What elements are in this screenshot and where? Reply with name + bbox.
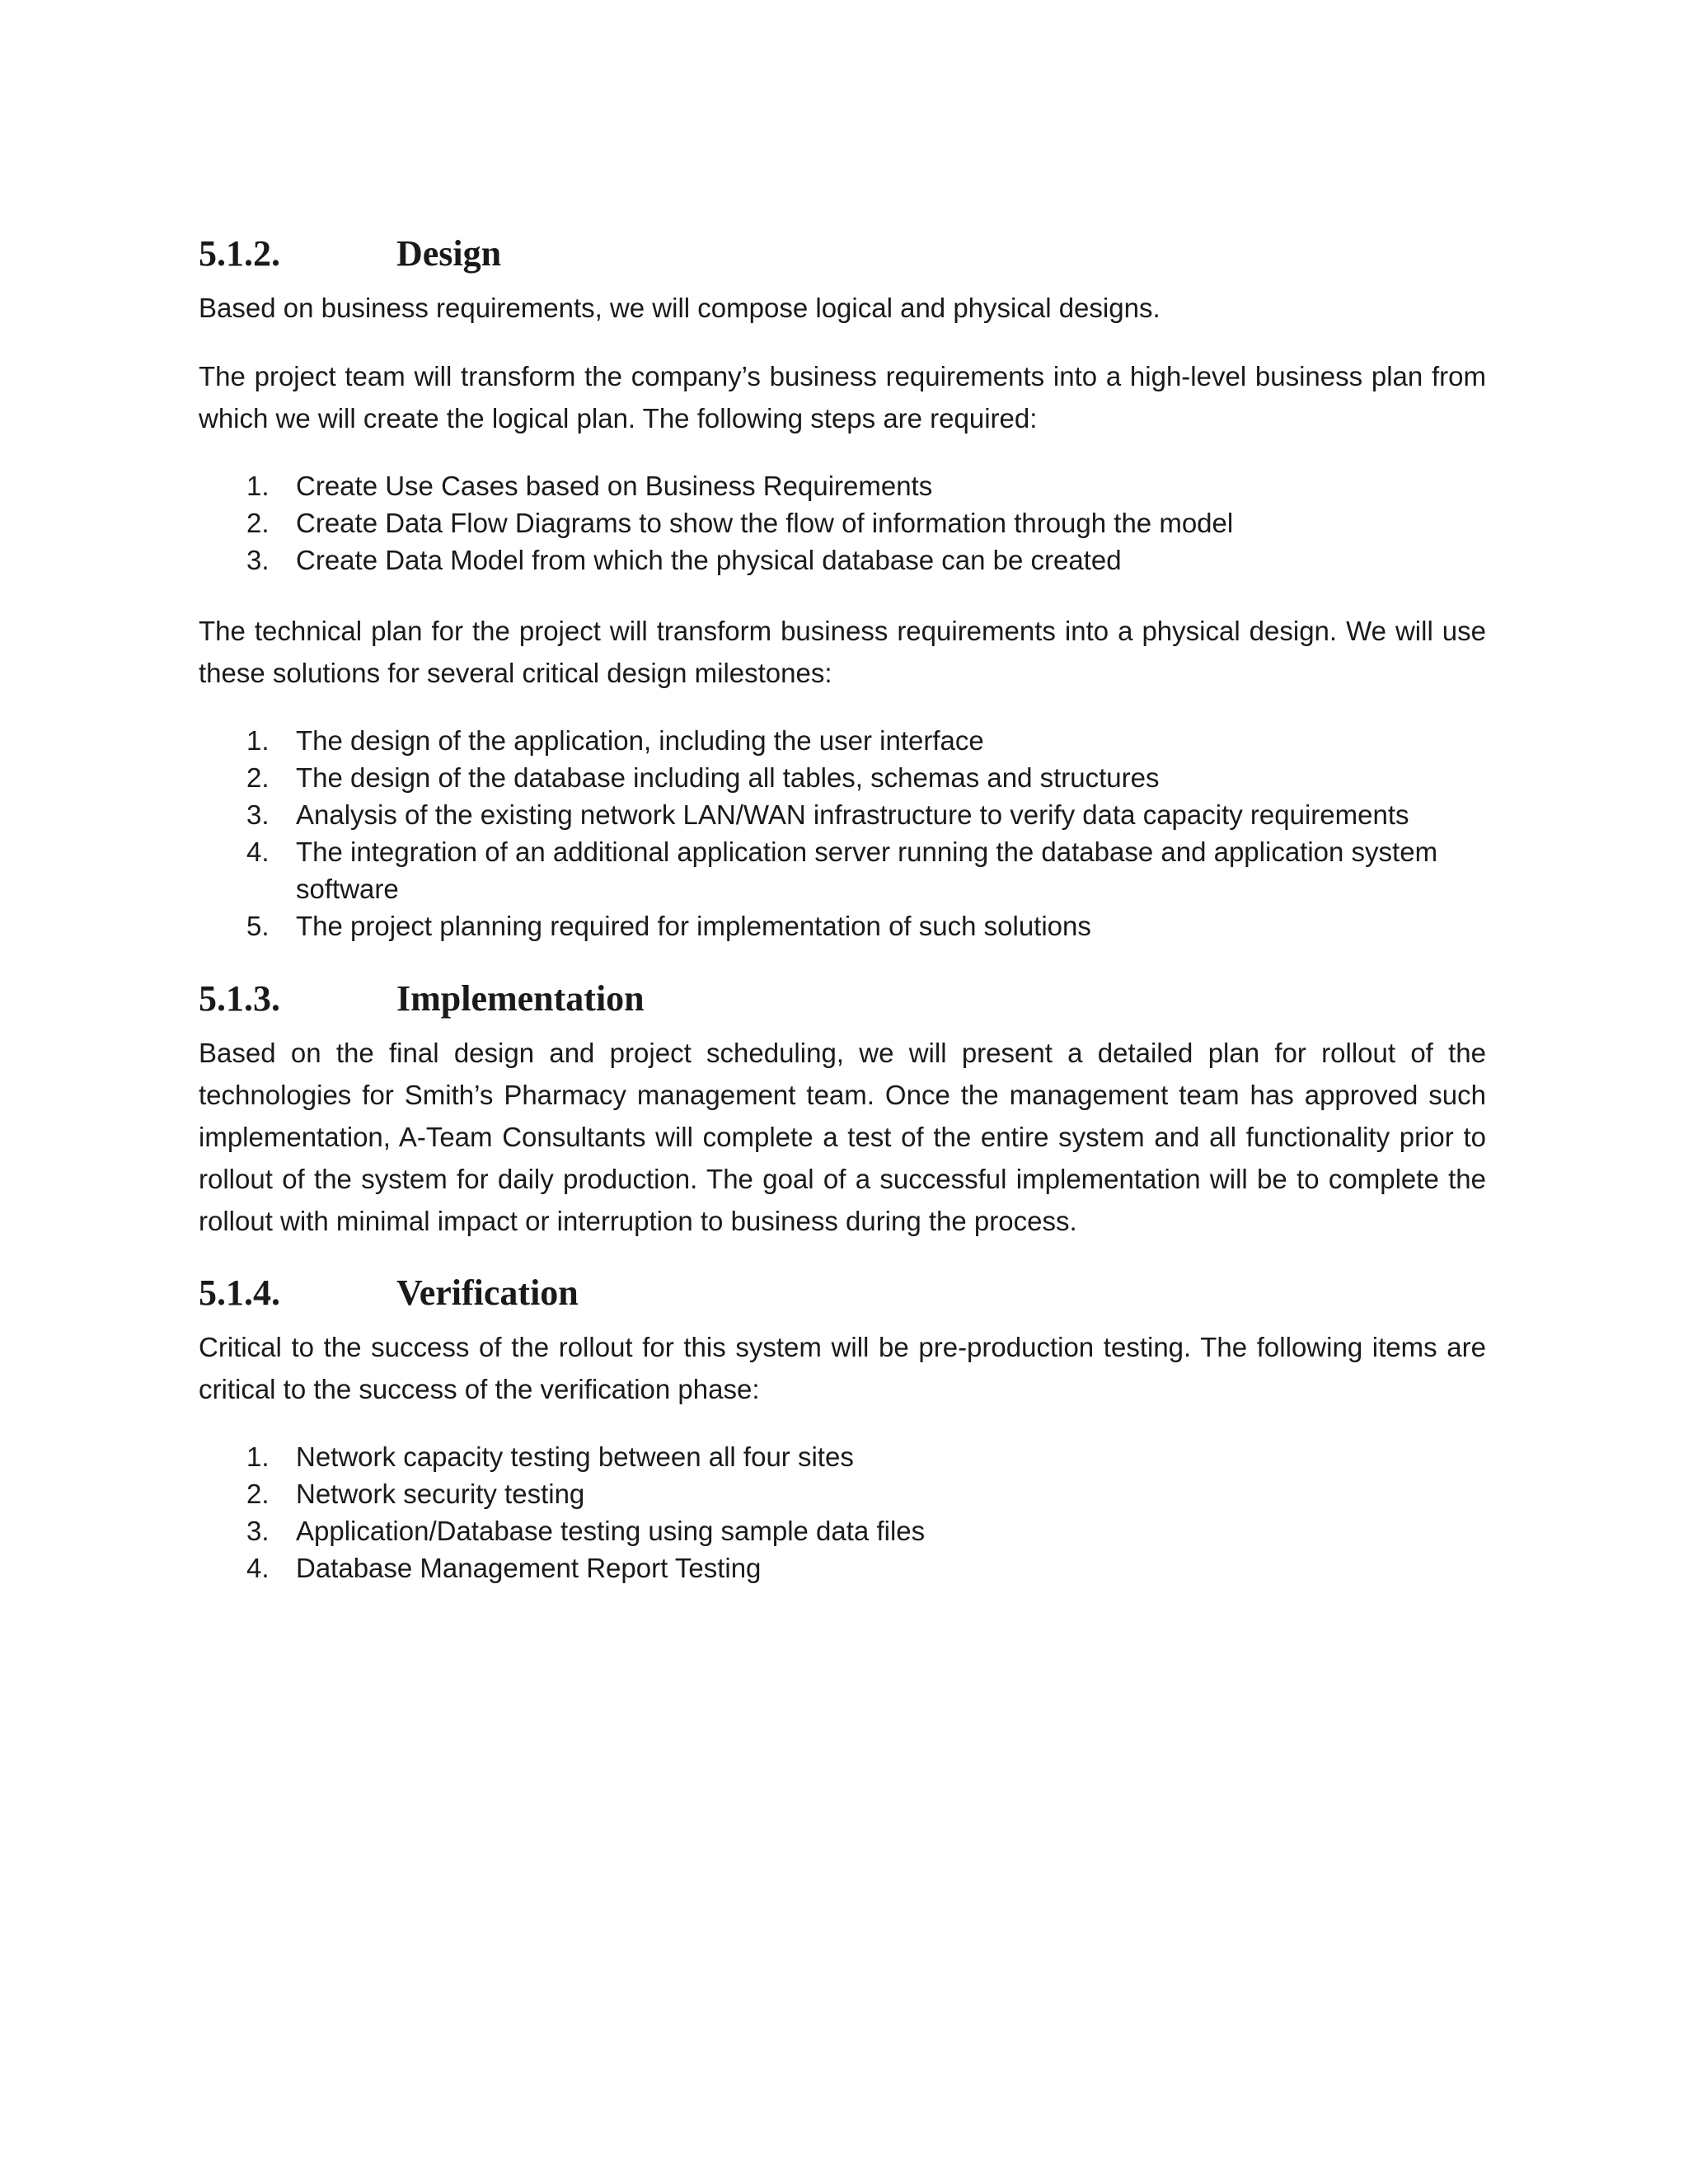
list-item [199, 504, 1486, 541]
list-item [199, 541, 1486, 579]
list-item [199, 1512, 1486, 1549]
list-number: 2. [246, 508, 270, 538]
section-heading-design [199, 231, 1486, 277]
list-number: 1. [246, 725, 270, 756]
section-number: 5.1.4. [199, 1272, 280, 1313]
list-item-text: Network capacity testing between all four sites [296, 1441, 854, 1472]
list-number: 3. [246, 1516, 270, 1546]
list-item-text: Create Data Model from which the physical database can be created [296, 545, 1122, 575]
list-item-text: The integration of an additional application server running the database and application system software [296, 837, 1438, 904]
section-heading-verification [199, 1270, 1486, 1316]
design-technical-paragraph: The technical plan for the project will transform business requirements into a physical design. We will use these solutions for several critical design milestones: [199, 616, 1486, 688]
list-item [199, 722, 1486, 759]
design-milestones-list [199, 722, 1486, 944]
list-item-text: Create Data Flow Diagrams to show the flow of information through the model [296, 508, 1234, 538]
list-item-text: Create Use Cases based on Business Requirements [296, 471, 933, 501]
list-item [199, 907, 1486, 944]
document-body [199, 231, 1486, 1618]
list-number: 3. [246, 545, 270, 575]
list-item-text: The project planning required for implementation of such solutions [296, 911, 1091, 941]
list-item-text: Network security testing [296, 1479, 585, 1509]
list-item-text: Database Management Report Testing [296, 1553, 762, 1583]
design-intro-paragraph: Based on business requirements, we will compose logical and physical designs. [199, 293, 1160, 323]
list-number: 4. [246, 1553, 270, 1583]
list-number: 2. [246, 762, 270, 793]
list-number: 5. [246, 911, 270, 941]
verification-items-list [199, 1438, 1486, 1586]
list-item [199, 1475, 1486, 1512]
list-number: 4. [246, 837, 270, 867]
section-number: 5.1.2. [199, 233, 280, 274]
section-heading-implementation [199, 976, 1486, 1022]
section-title: Verification [396, 1272, 579, 1313]
list-item [199, 833, 1486, 907]
section-number: 5.1.3. [199, 978, 280, 1019]
list-item [199, 1438, 1486, 1475]
list-item [199, 1549, 1486, 1586]
logical-steps-list [199, 467, 1486, 579]
list-item-text: The design of the database including all tables, schemas and structures [296, 762, 1160, 793]
list-number: 1. [246, 1441, 270, 1472]
verification-paragraph: Critical to the success of the rollout for this system will be pre-production testing. The following items are critical to the success of the verification phase: [199, 1332, 1486, 1404]
section-title: Implementation [396, 978, 645, 1019]
design-logical-paragraph: The project team will transform the company’s business requirements into a high-level business plan from which we will create the logical plan. The following steps are required: [199, 361, 1486, 434]
section-title: Design [396, 233, 502, 274]
list-item [199, 796, 1486, 833]
list-item-text: Application/Database testing using sample data files [296, 1516, 926, 1546]
list-number: 3. [246, 799, 270, 830]
list-item-text: Analysis of the existing network LAN/WAN infrastructure to verify data capacity requirements [296, 799, 1409, 830]
list-item [199, 759, 1486, 796]
implementation-paragraph: Based on the final design and project scheduling, we will present a detailed plan for rollout of the technologies for Smith’s Pharmacy management team. Once the management team has approved such implementation, A-Team Consultants will complete a test of the entire system and all functionality prior to rollout of the system for daily production. The goal of a successful implementation will be to complete the rollout with minimal impact or interruption to business during the process. [199, 1038, 1486, 1236]
list-number: 2. [246, 1479, 270, 1509]
list-item-text: The design of the application, including the user interface [296, 725, 984, 756]
list-item [199, 467, 1486, 504]
list-number: 1. [246, 471, 270, 501]
